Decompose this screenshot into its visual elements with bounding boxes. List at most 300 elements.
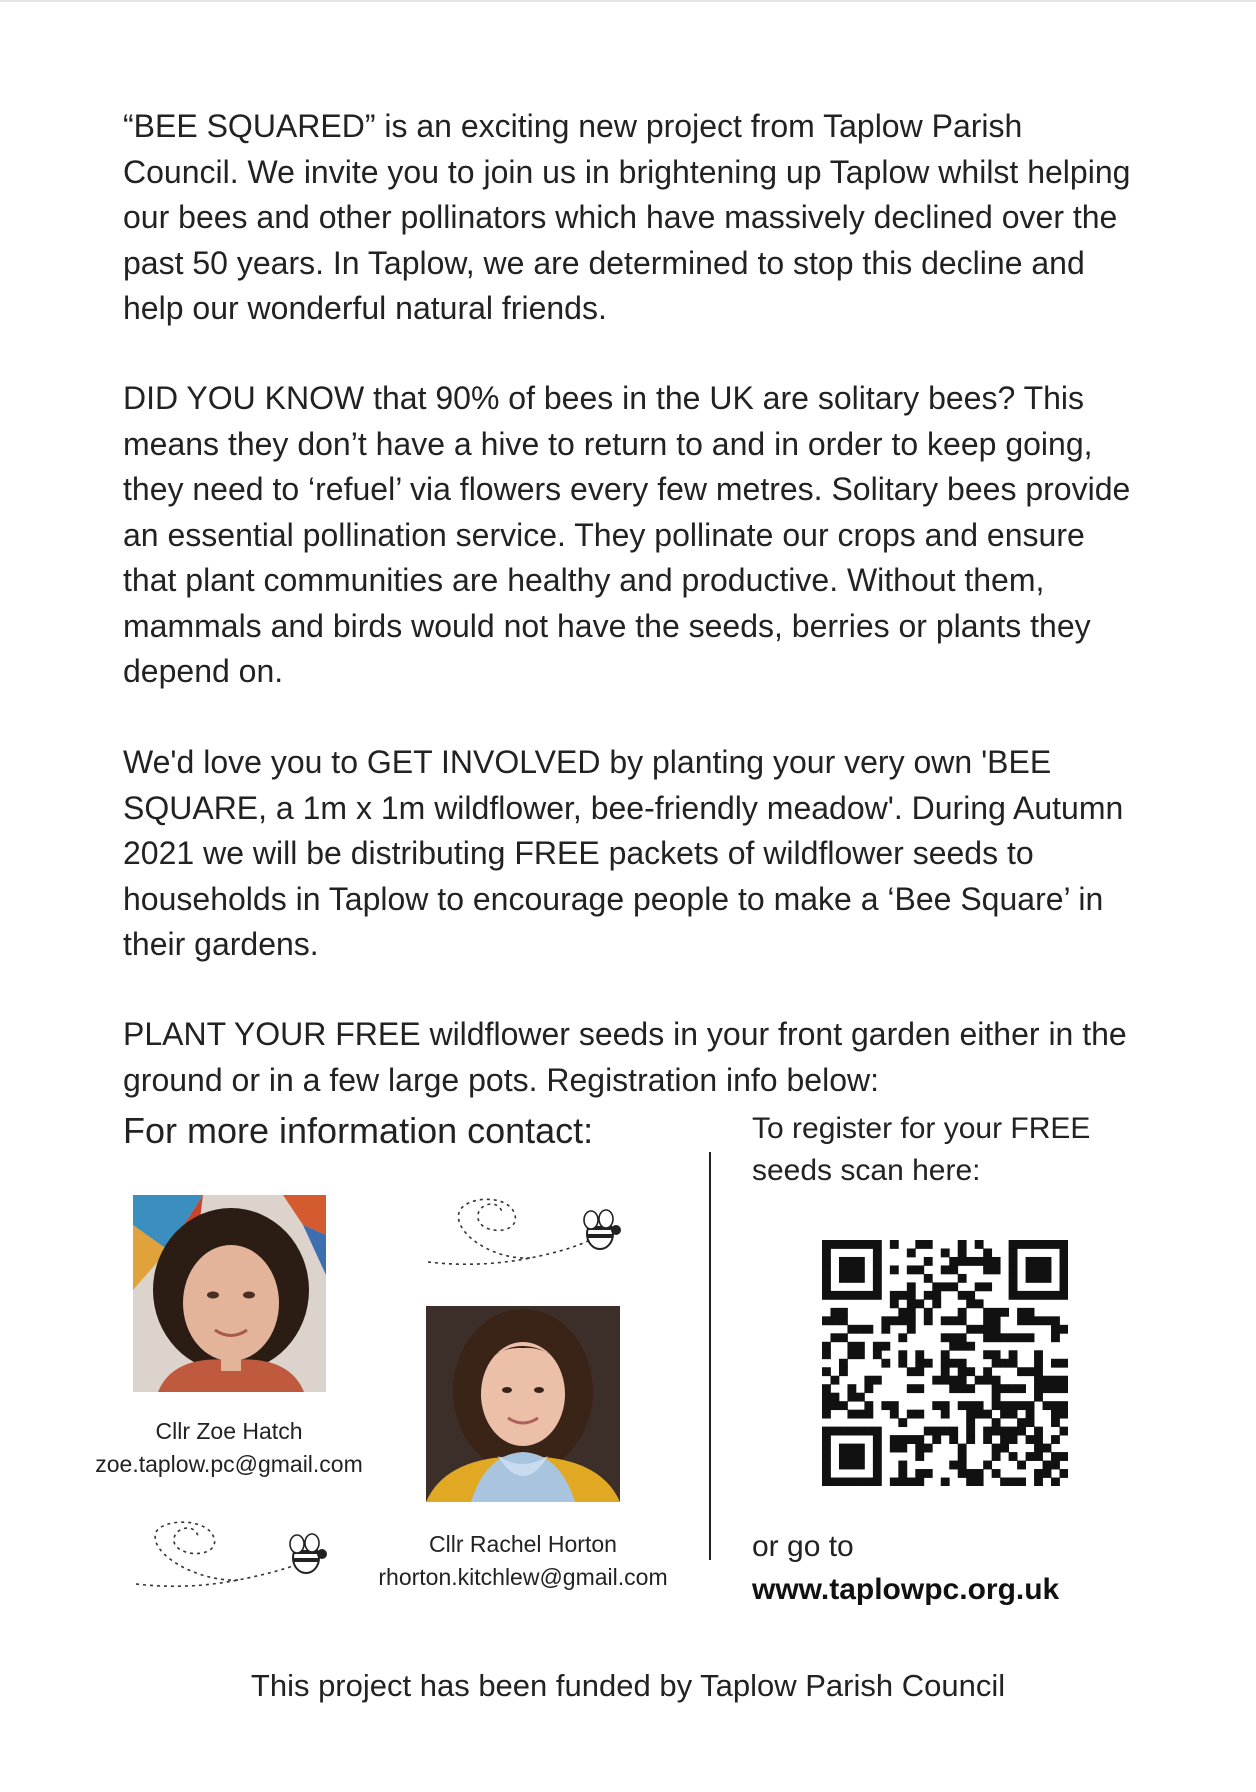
qr-module <box>822 1291 831 1300</box>
qr-module <box>864 1384 873 1393</box>
qr-module <box>924 1308 933 1317</box>
qr-module <box>992 1257 1001 1266</box>
qr-module <box>898 1444 907 1453</box>
qr-module <box>915 1452 924 1461</box>
qr-module <box>932 1427 941 1436</box>
qr-module <box>873 1478 882 1486</box>
qr-module <box>1000 1401 1009 1410</box>
intro-paragraph: “BEE SQUARED” is an exciting new project from Taplow Parish Council. We invite you to join us in brightening up Taplow whilst helping our bees and other pollinators which have massively declined over the past 50 years. In Taplow, we are determined to stop this decline and help our wonderful natural friends. <box>123 108 1131 326</box>
qr-module <box>915 1367 924 1376</box>
qr-module <box>983 1282 992 1291</box>
qr-module <box>881 1316 890 1325</box>
qr-module <box>1034 1367 1043 1376</box>
qr-module <box>822 1257 831 1266</box>
qr-module <box>873 1435 882 1444</box>
qr-module <box>873 1444 882 1453</box>
qr-module <box>941 1316 950 1325</box>
qr-module <box>1051 1435 1060 1444</box>
qr-module <box>941 1359 950 1368</box>
qr-module <box>839 1240 848 1249</box>
qr-module <box>890 1265 899 1274</box>
qr-module <box>1026 1452 1035 1461</box>
qr-module <box>983 1325 992 1334</box>
qr-module <box>983 1257 992 1266</box>
qr-module <box>907 1291 916 1300</box>
qr-module <box>1034 1384 1043 1393</box>
qr-module <box>949 1359 958 1368</box>
qr-module <box>915 1299 924 1308</box>
column-divider <box>709 1152 711 1560</box>
qr-module <box>839 1359 848 1368</box>
qr-module <box>847 1265 856 1274</box>
qr-module <box>1034 1316 1043 1325</box>
qr-module <box>822 1367 831 1376</box>
qr-module <box>983 1367 992 1376</box>
qr-module <box>983 1350 992 1359</box>
qr-module <box>924 1427 933 1436</box>
qr-module <box>1043 1316 1052 1325</box>
qr-module <box>822 1240 831 1249</box>
qr-module <box>992 1469 1001 1478</box>
qr-module <box>907 1410 916 1419</box>
qr-module <box>830 1478 839 1486</box>
qr-module <box>881 1342 890 1351</box>
zoe-hatch-caption <box>70 1415 388 1481</box>
qr-module <box>992 1316 1001 1325</box>
qr-module <box>1017 1418 1026 1427</box>
qr-module <box>1009 1452 1018 1461</box>
qr-module <box>839 1257 848 1266</box>
qr-module <box>1060 1427 1068 1436</box>
qr-module <box>1034 1435 1043 1444</box>
qr-module <box>949 1342 958 1351</box>
qr-module <box>924 1240 933 1249</box>
qr-module <box>1017 1291 1026 1300</box>
qr-module <box>898 1333 907 1342</box>
qr-module <box>966 1401 975 1410</box>
qr-module <box>1043 1384 1052 1393</box>
bee-icon <box>128 1518 333 1598</box>
qr-module <box>915 1265 924 1274</box>
qr-module <box>856 1240 865 1249</box>
qr-module <box>966 1384 975 1393</box>
qr-module <box>822 1469 831 1478</box>
qr-module <box>949 1376 958 1385</box>
qr-module <box>890 1444 899 1453</box>
qr-module <box>1034 1469 1043 1478</box>
qr-module <box>1017 1308 1026 1317</box>
qr-module <box>839 1478 848 1486</box>
register-instructions: To register for your FREE seeds scan here: <box>752 1112 1091 1187</box>
rachel-horton-name: Cllr Rachel Horton <box>429 1531 617 1557</box>
qr-module <box>924 1359 933 1368</box>
qr-module <box>1009 1333 1018 1342</box>
qr-module <box>856 1478 865 1486</box>
get-involved-paragraph: We'd love you to GET INVOLVED by planting your very own 'BEE SQUARE, a 1m x 1m wildflower, bee-friendly meadow'. During Autumn 2021 we will be distributing FREE packets of wildflower seeds to households in Taplow to encourage people to make a ‘Bee Square’ in their gardens. <box>123 744 1124 962</box>
qr-module <box>941 1478 950 1486</box>
qr-module <box>1009 1478 1018 1486</box>
qr-module <box>1009 1350 1018 1359</box>
qr-module <box>830 1427 839 1436</box>
qr-module <box>856 1410 865 1419</box>
qr-module <box>1026 1257 1035 1266</box>
qr-module <box>1060 1265 1068 1274</box>
qr-module <box>949 1265 958 1274</box>
qr-module <box>992 1384 1001 1393</box>
qr-module <box>1034 1257 1043 1266</box>
qr-module <box>1051 1325 1060 1334</box>
qr-module <box>907 1367 916 1376</box>
qr-module <box>915 1240 924 1249</box>
qr-module <box>830 1333 839 1342</box>
qr-module <box>966 1435 975 1444</box>
qr-module <box>1017 1333 1026 1342</box>
qr-module <box>924 1444 933 1453</box>
qr-module <box>958 1316 967 1325</box>
qr-module <box>1051 1316 1060 1325</box>
qr-module <box>1060 1452 1068 1461</box>
qr-module <box>1034 1478 1043 1486</box>
qr-module <box>847 1291 856 1300</box>
qr-module <box>839 1427 848 1436</box>
qr-module <box>839 1316 848 1325</box>
qr-module <box>1026 1367 1035 1376</box>
qr-module <box>822 1274 831 1283</box>
qr-module <box>847 1461 856 1470</box>
qr-module <box>932 1435 941 1444</box>
qr-module <box>847 1240 856 1249</box>
qr-module <box>932 1376 941 1385</box>
qr-module <box>992 1393 1001 1402</box>
qr-module <box>856 1427 865 1436</box>
qr-module <box>1017 1461 1026 1470</box>
qr-module <box>1043 1257 1052 1266</box>
qr-module <box>873 1257 882 1266</box>
qr-module <box>890 1478 899 1486</box>
qr-module <box>1017 1478 1026 1486</box>
qr-module <box>1000 1384 1009 1393</box>
qr-module <box>958 1452 967 1461</box>
qr-module <box>830 1401 839 1410</box>
qr-module <box>847 1452 856 1461</box>
qr-module <box>1017 1240 1026 1249</box>
qr-module <box>1043 1401 1052 1410</box>
qr-module <box>992 1444 1001 1453</box>
zoe-hatch-email[interactable]: zoe.taplow.pc@gmail.com <box>95 1451 363 1477</box>
qr-module <box>1051 1240 1060 1249</box>
qr-module <box>1043 1469 1052 1478</box>
qr-module <box>839 1274 848 1283</box>
qr-module <box>1009 1282 1018 1291</box>
qr-module <box>830 1393 839 1402</box>
qr-module <box>983 1427 992 1436</box>
qr-module <box>1060 1376 1068 1385</box>
qr-module <box>1034 1350 1043 1359</box>
qr-module <box>822 1452 831 1461</box>
qr-module <box>966 1469 975 1478</box>
qr-module <box>1034 1427 1043 1436</box>
qr-module <box>864 1478 873 1486</box>
qr-module <box>983 1308 992 1317</box>
qr-module <box>839 1308 848 1317</box>
qr-module <box>839 1452 848 1461</box>
qr-module <box>983 1435 992 1444</box>
qr-module <box>949 1316 958 1325</box>
qr-module <box>1026 1265 1035 1274</box>
qr-module <box>1051 1333 1060 1342</box>
qr-module <box>873 1469 882 1478</box>
qr-module <box>864 1325 873 1334</box>
qr-module <box>1060 1248 1068 1257</box>
qr-module <box>983 1461 992 1470</box>
qr-module <box>898 1478 907 1486</box>
qr-module <box>958 1444 967 1453</box>
qr-module <box>1034 1240 1043 1249</box>
qr-module <box>1034 1359 1043 1368</box>
qr-module <box>949 1257 958 1266</box>
qr-module <box>1060 1257 1068 1266</box>
qr-module <box>856 1291 865 1300</box>
qr-module <box>1009 1384 1018 1393</box>
qr-module <box>983 1316 992 1325</box>
qr-module <box>881 1359 890 1368</box>
qr-module <box>983 1248 992 1257</box>
qr-module <box>949 1282 958 1291</box>
qr-module <box>839 1401 848 1410</box>
qr-module <box>907 1316 916 1325</box>
qr-module <box>1060 1384 1068 1393</box>
qr-module <box>966 1418 975 1427</box>
qr-module <box>932 1282 941 1291</box>
qr-module <box>992 1452 1001 1461</box>
rachel-horton-email[interactable]: rhorton.kitchlew@gmail.com <box>378 1564 668 1590</box>
qr-module <box>1026 1401 1035 1410</box>
qr-module <box>864 1376 873 1385</box>
qr-module <box>958 1359 967 1368</box>
qr-module <box>992 1427 1001 1436</box>
qr-module <box>1009 1257 1018 1266</box>
qr-code-icon[interactable] <box>822 1240 1068 1486</box>
qr-module <box>864 1401 873 1410</box>
qr-module <box>1017 1401 1026 1410</box>
qr-module <box>958 1274 967 1283</box>
qr-module <box>924 1274 933 1283</box>
qr-module <box>830 1308 839 1317</box>
qr-module <box>1043 1461 1052 1470</box>
qr-module <box>915 1384 924 1393</box>
qr-module <box>1034 1393 1043 1402</box>
qr-module <box>1000 1410 1009 1419</box>
qr-module <box>1000 1444 1009 1453</box>
qr-module <box>822 1265 831 1274</box>
qr-module <box>1009 1248 1018 1257</box>
qr-module <box>1000 1333 1009 1342</box>
qr-module <box>890 1435 899 1444</box>
qr-module <box>941 1410 950 1419</box>
qr-module <box>992 1333 1001 1342</box>
qr-module <box>1043 1291 1052 1300</box>
qr-module <box>1026 1291 1035 1300</box>
qr-module <box>958 1257 967 1266</box>
qr-module <box>941 1265 950 1274</box>
qr-module <box>907 1435 916 1444</box>
qr-module <box>941 1427 950 1436</box>
qr-module <box>1009 1265 1018 1274</box>
qr-module <box>975 1257 984 1266</box>
qr-module <box>932 1401 941 1410</box>
qr-module <box>898 1359 907 1368</box>
qr-module <box>1060 1359 1068 1368</box>
page-top-border <box>0 0 1256 2</box>
qr-module <box>915 1444 924 1453</box>
website-link[interactable]: www.taplowpc.org.uk <box>752 1573 1060 1606</box>
qr-module <box>822 1342 831 1351</box>
qr-module <box>822 1427 831 1436</box>
qr-module <box>1060 1274 1068 1283</box>
qr-module <box>898 1461 907 1470</box>
qr-module <box>941 1401 950 1410</box>
did-you-know-paragraph: DID YOU KNOW that 90% of bees in the UK are solitary bees? This means they don’t have a hive to return to and in order to keep going, they need to ‘refuel’ via flowers every few metres. Solitary bees provide an essential pollination service. They pollinate our crops and ensure that plant communities are healthy and productive. Without them, mammals and birds would not have the seeds, berries or plants they depend on. <box>123 380 1131 689</box>
qr-module <box>924 1469 933 1478</box>
qr-module <box>864 1427 873 1436</box>
qr-module <box>839 1444 848 1453</box>
qr-module <box>1000 1359 1009 1368</box>
qr-module <box>847 1274 856 1283</box>
qr-module <box>1009 1274 1018 1283</box>
qr-module <box>1060 1325 1068 1334</box>
rachel-horton-caption <box>352 1528 694 1594</box>
qr-module <box>873 1350 882 1359</box>
qr-module <box>1043 1444 1052 1453</box>
qr-module <box>1034 1452 1043 1461</box>
qr-module <box>873 1240 882 1249</box>
qr-module <box>822 1282 831 1291</box>
qr-module <box>966 1257 975 1266</box>
qr-module <box>1009 1435 1018 1444</box>
qr-module <box>873 1282 882 1291</box>
qr-module <box>975 1469 984 1478</box>
qr-module <box>1017 1367 1026 1376</box>
qr-module <box>890 1410 899 1419</box>
qr-module <box>1000 1478 1009 1486</box>
qr-module <box>992 1308 1001 1317</box>
qr-module <box>992 1401 1001 1410</box>
qr-module <box>856 1444 865 1453</box>
qr-module <box>864 1291 873 1300</box>
qr-module <box>839 1461 848 1470</box>
qr-module <box>847 1257 856 1266</box>
qr-module <box>1026 1418 1035 1427</box>
qr-module <box>1051 1401 1060 1410</box>
qr-module <box>847 1393 856 1402</box>
qr-module <box>992 1325 1001 1334</box>
qr-module <box>830 1376 839 1385</box>
qr-module <box>915 1469 924 1478</box>
qr-module <box>1009 1240 1018 1249</box>
qr-module <box>847 1444 856 1453</box>
qr-module <box>1043 1376 1052 1385</box>
qr-module <box>949 1427 958 1436</box>
qr-module <box>941 1367 950 1376</box>
qr-module <box>915 1435 924 1444</box>
qr-module <box>873 1265 882 1274</box>
qr-module <box>1051 1452 1060 1461</box>
qr-module <box>1026 1435 1035 1444</box>
qr-module <box>873 1452 882 1461</box>
qr-module <box>898 1308 907 1317</box>
qr-module <box>1009 1427 1018 1436</box>
qr-module <box>907 1282 916 1291</box>
qr-module <box>992 1265 1001 1274</box>
qr-module <box>1017 1427 1026 1436</box>
qr-module <box>873 1342 882 1351</box>
qr-module <box>1009 1401 1018 1410</box>
qr-module <box>966 1478 975 1486</box>
qr-module <box>856 1342 865 1351</box>
qr-module <box>898 1350 907 1359</box>
qr-module <box>975 1282 984 1291</box>
qr-module <box>1026 1308 1035 1317</box>
qr-module <box>941 1350 950 1359</box>
zoe-hatch-name: Cllr Zoe Hatch <box>155 1418 303 1444</box>
qr-module <box>958 1342 967 1351</box>
qr-module <box>830 1316 839 1325</box>
qr-module <box>847 1342 856 1351</box>
bee-icon <box>420 1190 625 1270</box>
qr-module <box>1051 1410 1060 1419</box>
qr-module <box>975 1240 984 1249</box>
qr-module <box>958 1333 967 1342</box>
qr-module <box>1009 1359 1018 1368</box>
qr-module <box>949 1333 958 1342</box>
qr-module <box>822 1478 831 1486</box>
qr-module <box>932 1291 941 1300</box>
qr-module <box>898 1418 907 1427</box>
qr-module <box>1060 1401 1068 1410</box>
qr-module <box>839 1265 848 1274</box>
qr-module <box>864 1410 873 1419</box>
qr-module <box>958 1461 967 1470</box>
qr-module <box>856 1257 865 1266</box>
qr-module <box>822 1444 831 1453</box>
qr-module <box>1026 1316 1035 1325</box>
qr-module <box>890 1240 899 1249</box>
qr-module <box>864 1240 873 1249</box>
qr-module <box>975 1401 984 1410</box>
qr-module <box>856 1274 865 1283</box>
qr-module <box>856 1393 865 1402</box>
qr-module <box>966 1291 975 1300</box>
qr-module <box>1034 1274 1043 1283</box>
qr-module <box>839 1333 848 1342</box>
qr-module <box>822 1435 831 1444</box>
qr-module <box>1051 1376 1060 1385</box>
qr-module <box>983 1410 992 1419</box>
qr-module <box>958 1376 967 1385</box>
or-go-to-text: or go to <box>752 1530 854 1563</box>
qr-module <box>941 1248 950 1257</box>
qr-module <box>958 1367 967 1376</box>
qr-module <box>898 1316 907 1325</box>
qr-module <box>958 1401 967 1410</box>
qr-module <box>992 1359 1001 1368</box>
contact-heading: For more information contact: <box>123 1110 594 1151</box>
qr-module <box>1009 1291 1018 1300</box>
qr-module <box>941 1376 950 1385</box>
qr-module <box>924 1316 933 1325</box>
qr-module <box>1000 1435 1009 1444</box>
qr-module <box>881 1401 890 1410</box>
